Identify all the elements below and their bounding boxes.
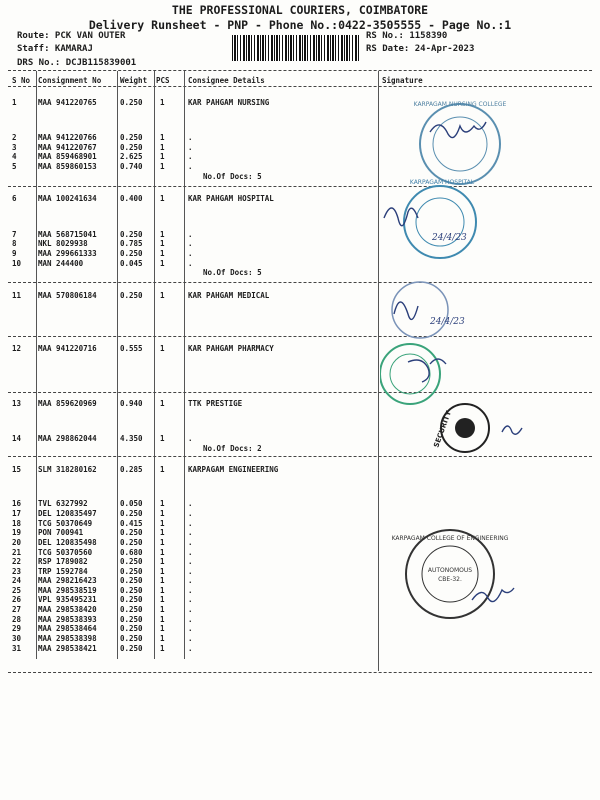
row-18-details: . — [188, 519, 193, 528]
rs-number: RS No.: 1158390 — [366, 31, 448, 41]
row-10-sno: 10 — [12, 259, 22, 268]
row-19-sno: 19 — [12, 528, 22, 537]
engineering-college-stamp — [392, 530, 514, 618]
row-2-sno: 2 — [12, 133, 17, 142]
row-8-sno: 8 — [12, 239, 17, 248]
row-5-details: . — [188, 162, 193, 171]
row-15-pcs: 1 — [160, 465, 165, 474]
row-1-details: KAR PAHGAM NURSING — [188, 98, 270, 107]
row-27-details: . — [188, 605, 193, 614]
row-9-sno: 9 — [12, 249, 17, 258]
row-29-pcs: 1 — [160, 624, 165, 633]
row-17-wt: 0.250 — [120, 509, 143, 518]
signature-scribble — [502, 426, 522, 434]
row-23-wt: 0.250 — [120, 567, 143, 576]
row-21-wt: 0.680 — [120, 548, 143, 557]
row-26-details: . — [188, 595, 193, 604]
row-11-pcs: 1 — [160, 291, 165, 300]
row-11-wt: 0.250 — [120, 291, 143, 300]
row-22-cons: RSP 1789082 — [38, 557, 88, 566]
row-6-details: KAR PAHGAM HOSPITAL — [188, 194, 274, 203]
doc-count: No.Of Docs: 5 — [203, 172, 262, 181]
row-14-details: . — [188, 434, 193, 443]
row-25-pcs: 1 — [160, 586, 165, 595]
row-6-cons: MAA 100241634 — [38, 194, 97, 203]
row-25-cons: MAA 298538519 — [38, 586, 97, 595]
row-26-wt: 0.250 — [120, 595, 143, 604]
column-rule — [184, 71, 185, 659]
row-19-wt: 0.250 — [120, 528, 143, 537]
row-26-pcs: 1 — [160, 595, 165, 604]
row-30-sno: 30 — [12, 634, 22, 643]
row-17-pcs: 1 — [160, 509, 165, 518]
row-13-cons: MAA 859620969 — [38, 399, 97, 408]
row-26-sno: 26 — [12, 595, 22, 604]
row-16-details: . — [188, 499, 193, 508]
engg-stamp-text: KARPAGAM COLLEGE OF ENGINEERING — [391, 535, 509, 542]
row-22-details: . — [188, 557, 193, 566]
row-29-cons: MAA 298538464 — [38, 624, 97, 633]
row-31-cons: MAA 298538421 — [38, 644, 97, 653]
row-27-wt: 0.250 — [120, 605, 143, 614]
barcode — [232, 35, 360, 61]
row-18-pcs: 1 — [160, 519, 165, 528]
row-5-cons: MAA 859860153 — [38, 162, 97, 171]
row-3-pcs: 1 — [160, 143, 165, 152]
row-2-wt: 0.250 — [120, 133, 143, 142]
row-16-pcs: 1 — [160, 499, 165, 508]
row-27-cons: MAA 298538420 — [38, 605, 97, 614]
row-17-details: . — [188, 509, 193, 518]
row-28-details: . — [188, 615, 193, 624]
col-header-weight: Weight — [120, 76, 148, 85]
row-3-wt: 0.250 — [120, 143, 143, 152]
row-4-details: . — [188, 152, 193, 161]
hospital-stamp-text: KARPAGAM HOSPITAL — [409, 179, 475, 186]
pharmacy-stamp — [380, 344, 446, 404]
signature-scribble — [472, 588, 514, 602]
col-header-sno: S No — [12, 76, 31, 85]
row-24-cons: MAA 298216423 — [38, 576, 97, 585]
row-5-sno: 5 — [12, 162, 17, 171]
route-label: Route: PCK VAN OUTER — [17, 31, 126, 41]
column-rule — [36, 71, 37, 659]
row-12-pcs: 1 — [160, 344, 165, 353]
row-14-cons: MAA 298862044 — [38, 434, 97, 443]
row-27-sno: 27 — [12, 605, 22, 614]
security-stamp-text: SECURITY — [432, 409, 454, 449]
row-11-details: KAR PAHGAM MEDICAL — [188, 291, 270, 300]
row-4-cons: MAA 859468901 — [38, 152, 97, 161]
row-10-details: . — [188, 259, 193, 268]
row-8-wt: 0.785 — [120, 239, 143, 248]
row-31-sno: 31 — [12, 644, 22, 653]
row-20-pcs: 1 — [160, 538, 165, 547]
row-29-details: . — [188, 624, 193, 633]
row-9-cons: MAA 299661333 — [38, 249, 97, 258]
row-21-details: . — [188, 548, 193, 557]
row-30-details: . — [188, 634, 193, 643]
row-1-cons: MAA 941220765 — [38, 98, 97, 107]
row-15-cons: SLM 318280162 — [38, 465, 97, 474]
row-8-pcs: 1 — [160, 239, 165, 248]
row-9-details: . — [188, 249, 193, 258]
signature-stamps — [380, 92, 590, 672]
row-23-sno: 23 — [12, 567, 22, 576]
row-7-sno: 7 — [12, 230, 17, 239]
row-2-details: . — [188, 133, 193, 142]
row-19-pcs: 1 — [160, 528, 165, 537]
row-17-cons: DEL 120835497 — [38, 509, 97, 518]
row-20-wt: 0.250 — [120, 538, 143, 547]
runsheet-subtitle: Delivery Runsheet - PNP - Phone No.:0422-3505555 - Page No.:1 — [88, 18, 512, 32]
rs-date: RS Date: 24-Apr-2023 — [366, 44, 475, 54]
row-31-details: . — [188, 644, 193, 653]
doc-count: No.Of Docs: 2 — [203, 444, 262, 453]
row-12-wt: 0.555 — [120, 344, 143, 353]
row-21-pcs: 1 — [160, 548, 165, 557]
staff-label: Staff: KAMARAJ — [17, 44, 93, 54]
row-3-cons: MAA 941220767 — [38, 143, 97, 152]
medical-date: 24/4/23 — [430, 317, 465, 327]
header-divider-top — [8, 70, 592, 71]
signature-scribble — [394, 302, 418, 319]
row-13-details: TTK PRESTIGE — [188, 399, 243, 408]
row-13-wt: 0.940 — [120, 399, 143, 408]
row-9-wt: 0.250 — [120, 249, 143, 258]
row-19-details: . — [188, 528, 193, 537]
row-4-wt: 2.625 — [120, 152, 143, 161]
row-18-cons: TCG 50370649 — [38, 519, 93, 528]
row-12-details: KAR PAHGAM PHARMACY — [188, 344, 274, 353]
row-29-wt: 0.250 — [120, 624, 143, 633]
row-7-pcs: 1 — [160, 230, 165, 239]
group-divider — [8, 672, 592, 673]
col-header-consignee: Consignee Details — [188, 76, 265, 85]
row-15-sno: 15 — [12, 465, 22, 474]
row-14-pcs: 1 — [160, 434, 165, 443]
row-31-wt: 0.250 — [120, 644, 143, 653]
row-20-sno: 20 — [12, 538, 22, 547]
row-22-sno: 22 — [12, 557, 22, 566]
row-3-details: . — [188, 143, 193, 152]
hospital-date: 24/4/23 — [432, 233, 467, 243]
row-28-pcs: 1 — [160, 615, 165, 624]
row-7-details: . — [188, 230, 193, 239]
col-header-pcs: PCS — [156, 76, 170, 85]
column-rule — [378, 71, 379, 671]
row-20-details: . — [188, 538, 193, 547]
row-14-sno: 14 — [12, 434, 22, 443]
row-14-wt: 4.350 — [120, 434, 143, 443]
header-divider-bottom — [8, 86, 592, 87]
row-7-cons: MAA 568715041 — [38, 230, 97, 239]
row-21-cons: TCG 50370560 — [38, 548, 93, 557]
row-25-wt: 0.250 — [120, 586, 143, 595]
row-10-cons: MAN 244400 — [38, 259, 84, 268]
row-5-wt: 0.740 — [120, 162, 143, 171]
row-15-wt: 0.285 — [120, 465, 143, 474]
row-6-sno: 6 — [12, 194, 17, 203]
row-2-cons: MAA 941220766 — [38, 133, 97, 142]
row-18-sno: 18 — [12, 519, 22, 528]
row-24-details: . — [188, 576, 193, 585]
company-title: THE PROFESSIONAL COURIERS, COIMBATORE — [171, 3, 429, 17]
row-4-sno: 4 — [12, 152, 17, 161]
row-10-pcs: 1 — [160, 259, 165, 268]
row-1-wt: 0.250 — [120, 98, 143, 107]
row-17-sno: 17 — [12, 509, 22, 518]
row-25-sno: 25 — [12, 586, 22, 595]
row-31-pcs: 1 — [160, 644, 165, 653]
row-1-pcs: 1 — [160, 98, 165, 107]
hospital-stamp — [384, 179, 476, 258]
row-18-wt: 0.415 — [120, 519, 143, 528]
security-stamp — [432, 404, 522, 452]
row-15-details: KARPAGAM ENGINEERING — [188, 465, 279, 474]
row-11-sno: 11 — [12, 291, 22, 300]
row-4-pcs: 1 — [160, 152, 165, 161]
row-19-cons: PON 700941 — [38, 528, 84, 537]
row-24-pcs: 1 — [160, 576, 165, 585]
row-11-cons: MAA 570806184 — [38, 291, 97, 300]
row-23-details: . — [188, 567, 193, 576]
row-6-pcs: 1 — [160, 194, 165, 203]
column-rule — [154, 71, 155, 659]
nursing-stamp-text: KARPAGAM NURSING COLLEGE — [413, 101, 507, 108]
row-25-details: . — [188, 586, 193, 595]
row-7-wt: 0.250 — [120, 230, 143, 239]
row-23-cons: TRP 1592784 — [38, 567, 88, 576]
row-29-sno: 29 — [12, 624, 22, 633]
signature-scribble — [430, 122, 486, 138]
row-9-pcs: 1 — [160, 249, 165, 258]
row-2-pcs: 1 — [160, 133, 165, 142]
row-5-pcs: 1 — [160, 162, 165, 171]
drs-number: DRS No.: DCJB115839001 — [17, 58, 137, 68]
doc-count: No.Of Docs: 5 — [203, 268, 262, 277]
column-rule — [117, 71, 118, 659]
nursing-college-stamp — [414, 101, 507, 184]
row-27-pcs: 1 — [160, 605, 165, 614]
row-30-pcs: 1 — [160, 634, 165, 643]
medical-stamp — [392, 282, 465, 338]
row-3-sno: 3 — [12, 143, 17, 152]
row-28-sno: 28 — [12, 615, 22, 624]
col-header-signature: Signature — [382, 76, 423, 85]
row-26-cons: VPL 935495231 — [38, 595, 97, 604]
row-12-sno: 12 — [12, 344, 22, 353]
engg-stamp-center: AUTONOMOUS — [427, 567, 473, 574]
signature-scribble — [384, 208, 418, 226]
row-23-pcs: 1 — [160, 567, 165, 576]
row-8-details: . — [188, 239, 193, 248]
row-30-wt: 0.250 — [120, 634, 143, 643]
row-22-wt: 0.250 — [120, 557, 143, 566]
row-6-wt: 0.400 — [120, 194, 143, 203]
row-24-sno: 24 — [12, 576, 22, 585]
row-21-sno: 21 — [12, 548, 22, 557]
row-22-pcs: 1 — [160, 557, 165, 566]
row-10-wt: 0.045 — [120, 259, 143, 268]
row-13-sno: 13 — [12, 399, 22, 408]
row-8-cons: NKL 8029938 — [38, 239, 88, 248]
row-13-pcs: 1 — [160, 399, 165, 408]
row-30-cons: MAA 298538398 — [38, 634, 97, 643]
row-16-cons: TVL 6327992 — [38, 499, 88, 508]
col-header-consignment: Consignment No — [38, 76, 102, 85]
row-1-sno: 1 — [12, 98, 17, 107]
row-16-sno: 16 — [12, 499, 22, 508]
row-20-cons: DEL 120835498 — [38, 538, 97, 547]
row-12-cons: MAA 941220716 — [38, 344, 97, 353]
row-24-wt: 0.250 — [120, 576, 143, 585]
row-16-wt: 0.050 — [120, 499, 143, 508]
row-28-wt: 0.250 — [120, 615, 143, 624]
row-28-cons: MAA 298538393 — [38, 615, 97, 624]
engg-stamp-center2: CBE-32. — [438, 576, 462, 583]
